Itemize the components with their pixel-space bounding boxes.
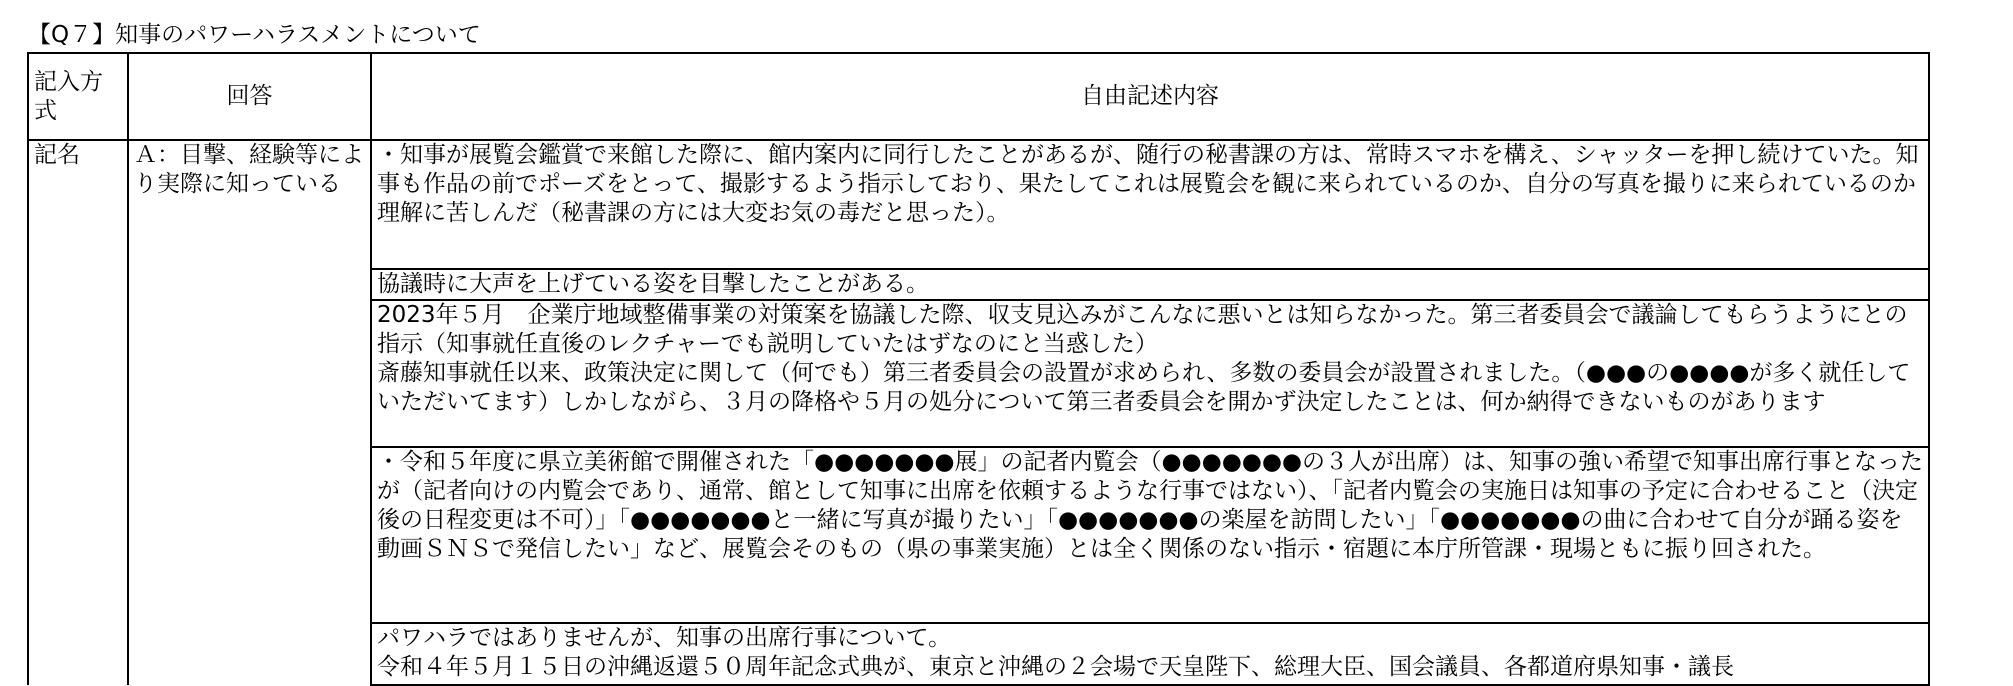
- answer-cell: Ａ：目撃、経験等により実際に知っている: [128, 140, 371, 685]
- page-title: 【Q７】知事のパワーハラスメントについて: [28, 22, 481, 48]
- comment-cell: ・知事が展覧会鑑賞で来館した際に、館内案内に同行したことがあるが、随行の秘書課の方は、常時スマホを構え、シャッターを押し続けていた。知事も作品の前でポーズをとって、撮影するよう指示しており、果たしてこれは展覧会を観に来られているのか、自分の写真を撮りに来られているのか理解に苦しんだ（秘書課の方には大変お気の毒だと思った）。: [371, 140, 1929, 269]
- table-row: [28, 140, 1929, 269]
- header-method: 記入方式: [28, 53, 128, 140]
- comment-cell: パワハラではありませんが、知事の出席行事について。 令和４年５月１５日の沖縄返還５０周年記念式典が、東京と沖縄の２会場で天皇陛下、総理大臣、国会議員、各都道府県知事・議長: [371, 623, 1929, 685]
- header-comment: 自由記述内容: [371, 53, 1929, 140]
- header-answer: 回答: [128, 53, 371, 140]
- comment-cell: 2023年５月 企業庁地域整備事業の対策案を協議した際、収支見込みがこんなに悪いとは知らなかった。第三者委員会で議論してもらうようにとの指示（知事就任直後のレクチャーでも説明していたはずなのにと当惑した） 斎藤知事就任以来、政策決定に関して（何でも）第三者委員会の設置が求められ、多数の委員会が設置されました。（●●●の●●●●が多く就任していただいてます）しかしながら、３月の降格や５月の処分について第三者委員会を開かず決定したことは、何か納得できないものがあります: [371, 300, 1929, 447]
- comment-cell: ・令和５年度に県立美術館で開催された「●●●●●●●展」の記者内覧会（●●●●●●●の３人が出席）は、知事の強い希望で知事出席行事となったが（記者向けの内覧会であり、通常、館として知事に出席を依頼するような行事ではない）、「記者内覧会の実施日は知事の予定に合わせること（決定後の日程変更は不可）」「●●●●●●●と一緒に写真が撮りたい」「●●●●●●●の楽屋を訪問したい」「●●●●●●●の曲に合わせて自分が踊る姿を動画ＳＮＳで発信したい」など、展覧会そのもの（県の事業実施）とは全く関係のない指示・宿題に本庁所管課・現場ともに振り回された。: [371, 447, 1929, 623]
- method-cell: 記名: [28, 140, 128, 685]
- survey-table: [27, 52, 1930, 686]
- table-header-row: [28, 53, 1929, 140]
- comment-cell: 協議時に大声を上げている姿を目撃したことがある。: [371, 269, 1929, 300]
